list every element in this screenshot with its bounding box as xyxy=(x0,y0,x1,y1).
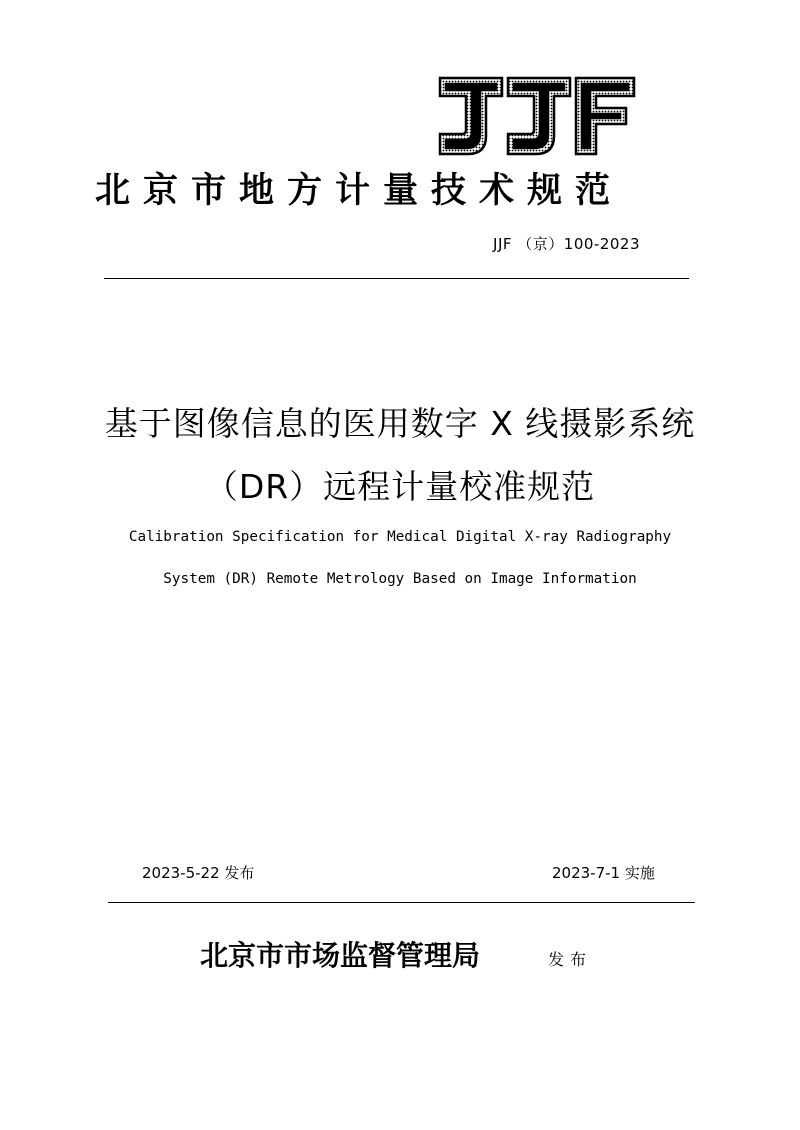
document-number: JJF （京）100-2023 xyxy=(493,235,640,253)
release-date: 2023-5-22 发布 xyxy=(142,864,255,882)
english-title-line-1: Calibration Specification for Medical Digital X-ray Radiography xyxy=(128,529,672,545)
top-divider xyxy=(104,278,689,279)
publisher-name: 北京市市场监督管理局 xyxy=(200,939,481,972)
chinese-title-line-2: （DR）远程计量校准规范 xyxy=(204,467,596,506)
implementation-date: 2023-7-1 实施 xyxy=(552,864,655,882)
series-title: 北京市地方计量技术规范 xyxy=(95,170,624,211)
bottom-divider xyxy=(108,902,695,903)
publisher-suffix: 发布 xyxy=(548,950,593,969)
jjf-logo xyxy=(436,74,638,158)
chinese-title-line-1: 基于图像信息的医用数字 X 线摄影系统 xyxy=(104,404,696,443)
english-title-line-2: System (DR) Remote Metrology Based on Image Information xyxy=(163,571,637,587)
